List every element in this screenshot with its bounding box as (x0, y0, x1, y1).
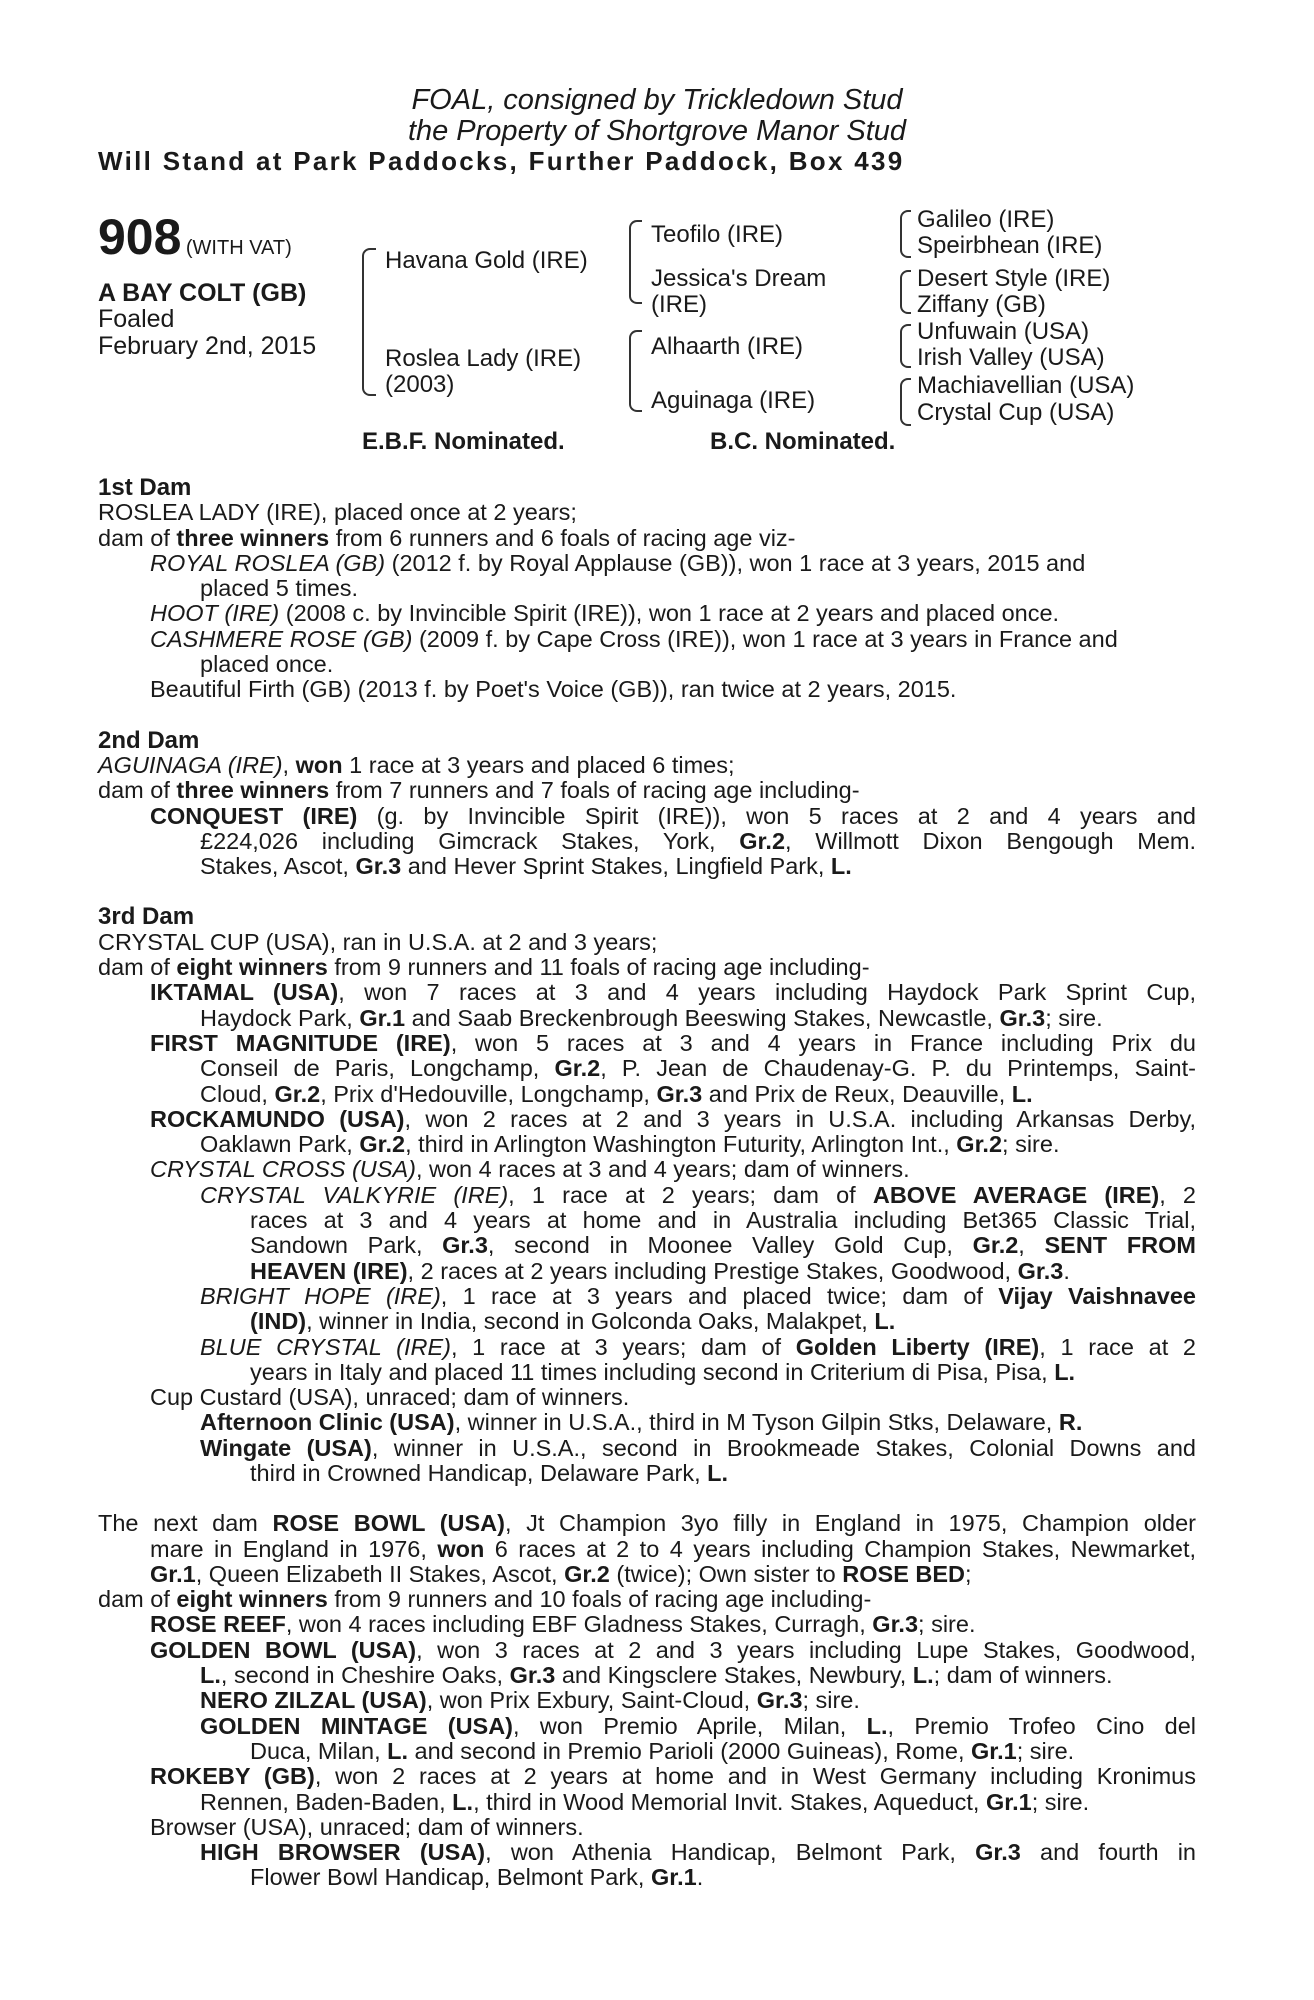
location-line: Will Stand at Park Paddocks, Further Paddock, Box 439 (98, 146, 905, 176)
grand-produce-entry: BLUE CRYSTAL (IRE), 1 race at 3 years; dam of Golden Liberty (IRE), 1 race at 2 (200, 1333, 1196, 1360)
catalogue-body (98, 475, 1196, 1891)
grand-produce-entry-cont: (IND), winner in India, second in Golconda Oaks, Malakpet, L. (250, 1308, 896, 1335)
produce-entry-cont: Oaklawn Park, Gr.2, third in Arlington Washington Futurity, Arlington Int., Gr.2; sire. (200, 1131, 1060, 1158)
grand-produce-entry-cont: third in Crowned Handicap, Delaware Park, L. (250, 1459, 729, 1486)
grand-produce-entry: HIGH BROWSER (USA), won Athenia Handicap, Belmont Park, Gr.3 and fourth in (200, 1839, 1196, 1866)
pedigree-brace (900, 324, 911, 368)
foaled-date: February 2nd, 2015 (98, 332, 317, 360)
next-dam-line: The next dam ROSE BOWL (USA), Jt Champion 3yo filly in England in 1975, Champion older (98, 1510, 1196, 1537)
grand-produce-entry-cont: Duca, Milan, L. and second in Premio Parioli (2000 Guineas), Rome, Gr.1; sire. (250, 1737, 1075, 1764)
sire-dam-dam: Ziffany (GB) (917, 291, 1046, 318)
produce-entry: CRYSTAL CROSS (USA), won 4 races at 3 and 4 years; dam of winners. (150, 1156, 910, 1183)
grand-produce-entry-cont: years in Italy and placed 11 times including second in Criterium di Pisa, Pisa, L. (250, 1358, 1076, 1385)
produce-entry: IKTAMAL (USA), won 7 races at 3 and 4 years including Haydock Park Sprint Cup, (150, 979, 1196, 1006)
grand-produce-entry: NERO ZILZAL (USA), won Prix Exbury, Saint-Cloud, Gr.3; sire. (200, 1687, 860, 1714)
produce-entry: ROKEBY (GB), won 2 races at 2 years at home and in West Germany including Kronimus (150, 1763, 1197, 1790)
produce-entry-cont: Stakes, Ascot, Gr.3 and Hever Sprint Stakes, Lingfield Park, L. (200, 853, 852, 880)
produce-entry: Browser (USA), unraced; dam of winners. (150, 1813, 584, 1840)
grand-produce-entry: Wingate (USA), winner in U.S.A., second in Brookmeade Stakes, Colonial Downs and (200, 1434, 1196, 1461)
produce-entry: HOOT (IRE) (2008 c. by Invincible Spirit (IRE)), won 1 race at 2 years and placed once. (150, 600, 1060, 627)
bc-nomination: B.C. Nominated. (710, 428, 896, 455)
sire-sire-dam: Speirbhean (IRE) (917, 232, 1103, 259)
sire-sire: Teofilo (IRE) (651, 221, 784, 248)
produce-entry: GOLDEN BOWL (USA), won 3 races at 2 and 3 years including Lupe Stakes, Goodwood, (150, 1636, 1196, 1663)
grand-produce-entry: Afternoon Clinic (USA), winner in U.S.A., third in M Tyson Gilpin Stks, Delaware, R. (200, 1409, 1083, 1436)
produce-entry-cont: Rennen, Baden-Baden, L., third in Wood Memorial Invit. Stakes, Aqueduct, Gr.1; sire. (200, 1788, 1090, 1815)
lot-number: 908 (98, 209, 182, 265)
lot-number-block (98, 208, 292, 266)
sire-name: Havana Gold (IRE) (385, 247, 588, 274)
pedigree-brace (362, 248, 376, 396)
produce-entry-cont: Conseil de Paris, Longchamp, Gr.2, P. Jean de Chaudenay-G. P. du Printemps, Saint- (200, 1055, 1196, 1082)
first-dam-heading: 1st Dam (98, 474, 192, 501)
produce-entry: ROYAL ROSLEA (GB) (2012 f. by Royal Applause (GB)), won 1 race at 3 years, 2015 and (150, 549, 1086, 576)
lot-description: A BAY COLT (GB) (98, 279, 307, 307)
pedigree-brace (900, 378, 911, 426)
produce-entry: Beautiful Firth (GB) (2013 f. by Poet's Voice (GB)), ran twice at 2 years, 2015. (150, 676, 957, 703)
next-dam-line: mare in England in 1976, won 6 races at 2 to 4 years including Champion Stakes, Newmarket, (150, 1535, 1196, 1562)
sire-dam: Jessica's Dream (651, 265, 827, 292)
foaled-label: Foaled (98, 305, 175, 333)
pedigree-brace (629, 330, 642, 412)
grand-produce-entry-cont: Sandown Park, Gr.3, second in Moonee Valley Gold Cup, Gr.2, SENT FROM (250, 1232, 1196, 1259)
grand-produce-entry-cont: HEAVEN (IRE), 2 races at 2 years including Prestige Stakes, Goodwood, Gr.3. (250, 1257, 1070, 1284)
dam-year: (2003) (385, 371, 455, 398)
grand-produce-entry: GOLDEN MINTAGE (USA), won Premio Aprile, Milan, L., Premio Trofeo Cino del (200, 1712, 1196, 1739)
grand-produce-entry: BRIGHT HOPE (IRE), 1 race at 3 years and placed twice; dam of Vijay Vaishnavee (200, 1282, 1197, 1309)
produce-entry: Cup Custard (USA), unraced; dam of winners. (150, 1384, 630, 1411)
pedigree-brace (629, 220, 642, 304)
sire-sire-sire: Galileo (IRE) (917, 206, 1055, 233)
next-dam-line: dam of eight winners from 9 runners and 10 foals of racing age including- (98, 1586, 872, 1613)
grand-produce-entry: CRYSTAL VALKYRIE (IRE), 1 race at 2 years; dam of ABOVE AVERAGE (IRE), 2 (200, 1181, 1196, 1208)
produce-entry: ROSE REEF, won 4 races including EBF Gladness Stakes, Curragh, Gr.3; sire. (150, 1611, 976, 1638)
second-dam-line: dam of three winners from 7 runners and 7 foals of racing age including- (98, 777, 860, 804)
produce-entry-cont: £224,026 including Gimcrack Stakes, York, Gr.2, Willmott Dixon Bengough Mem. (200, 827, 1196, 854)
sire-dam-sire: Desert Style (IRE) (917, 265, 1111, 292)
second-dam-heading: 2nd Dam (98, 726, 200, 754)
produce-entry: FIRST MAGNITUDE (IRE), won 5 races at 3 and 4 years in France including Prix du (150, 1029, 1196, 1056)
third-dam-line: dam of eight winners from 9 runners and 11 foals of racing age including- (98, 954, 870, 981)
produce-entry-cont: Cloud, Gr.2, Prix d'Hedouville, Longchamp, Gr.3 and Prix de Reux, Deauville, L. (200, 1080, 1033, 1107)
pedigree-brace (900, 270, 911, 314)
ebf-nomination: E.B.F. Nominated. (362, 428, 565, 455)
second-dam-line: AGUINAGA (IRE), won 1 race at 3 years and placed 6 times; (98, 751, 735, 778)
dam-sire-sire: Unfuwain (USA) (917, 318, 1090, 345)
produce-entry: CONQUEST (IRE) (g. by Invincible Spirit (IRE)), won 5 races at 2 and 4 years and (150, 802, 1197, 829)
third-dam-heading: 3rd Dam (98, 903, 195, 931)
consignor-line: FOAL, consigned by Trickledown Stud (411, 84, 903, 116)
vat-label: (WITH VAT) (185, 237, 292, 259)
dam-dam: Aguinaga (IRE) (651, 387, 816, 414)
grand-produce-entry-cont: Flower Bowl Handicap, Belmont Park, Gr.1. (250, 1864, 704, 1891)
third-dam-line: CRYSTAL CUP (USA), ran in U.S.A. at 2 and 3 years; (98, 928, 658, 955)
dam-sire-dam: Irish Valley (USA) (917, 344, 1105, 371)
first-dam-line: ROSLEA LADY (IRE), placed once at 2 years; (98, 499, 577, 526)
grand-produce-entry-cont: races at 3 and 4 years at home and in Australia including Bet365 Classic Trial, (250, 1207, 1196, 1234)
produce-entry: CASHMERE ROSE (GB) (2009 f. by Cape Cross (IRE)), won 1 race at 3 years in France and (150, 625, 1118, 652)
property-line: the Property of Shortgrove Manor Stud (407, 115, 907, 147)
sire-dam-country: (IRE) (651, 291, 707, 318)
produce-entry-cont: placed once. (200, 651, 334, 678)
pedigree-brace (900, 210, 911, 258)
produce-entry-cont: L., second in Cheshire Oaks, Gr.3 and Kingsclere Stakes, Newbury, L.; dam of winners. (200, 1662, 1113, 1689)
dam-name: Roslea Lady (IRE) (385, 345, 582, 372)
produce-entry-cont: Haydock Park, Gr.1 and Saab Breckenbrough Beeswing Stakes, Newcastle, Gr.3; sire. (200, 1004, 1103, 1031)
first-dam-line: dam of three winners from 6 runners and 6 foals of racing age viz- (98, 524, 796, 551)
dam-dam-sire: Machiavellian (USA) (917, 372, 1135, 399)
dam-sire: Alhaarth (IRE) (651, 333, 804, 360)
produce-entry-cont: placed 5 times. (200, 575, 359, 602)
produce-entry: ROCKAMUNDO (USA), won 2 races at 2 and 3 years in U.S.A. including Arkansas Derby, (150, 1105, 1196, 1132)
dam-dam-dam: Crystal Cup (USA) (917, 399, 1115, 426)
next-dam-line: Gr.1, Queen Elizabeth II Stakes, Ascot, Gr.2 (twice); Own sister to ROSE BED; (150, 1560, 972, 1587)
